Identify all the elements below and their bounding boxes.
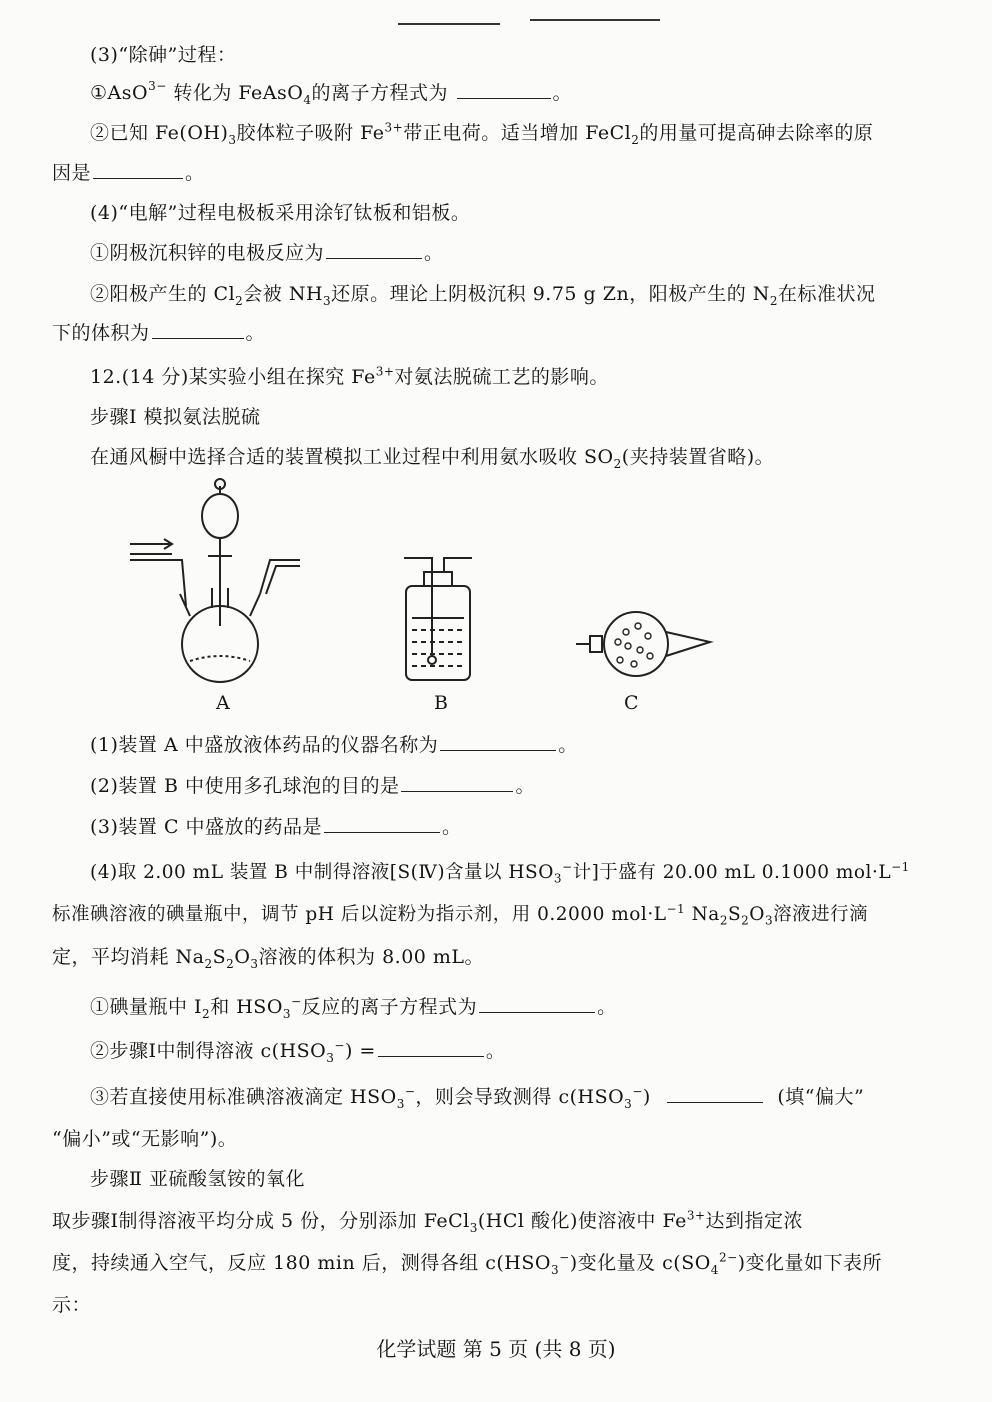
answer-blank[interactable] [326, 240, 422, 259]
answer-blank[interactable] [324, 814, 440, 833]
q12-4-cont2: 定，平均消耗 $Na_2S_2O_3$溶液的体积为 8.00 mL。 [52, 946, 485, 971]
part3-item1: ①AsO$_{3-}$ 转化为 FeAsO$_4$的离子方程式为 。 [90, 78, 573, 107]
q12-header: 12.(14 分)某实验小组在探究 $Fe^{3+}$对氨法脱硫工艺的影响。 [90, 364, 609, 388]
page-footer: 化学试题 第 5 页 (共 8 页) [376, 1337, 616, 1361]
scan-artifact [80, 6, 900, 28]
step1-desc: 在通风橱中选择合适的装置模拟工业过程中利用氨水吸收 $SO_2$(夹持装置省略)。 [90, 446, 775, 471]
q12-2: (2)装置 B 中使用多孔球泡的目的是 。 [90, 775, 535, 797]
apparatus-c [576, 612, 710, 676]
figure-label-c: C [624, 692, 639, 714]
answer-blank[interactable] [401, 773, 513, 792]
apparatus-a [130, 479, 300, 682]
figure-label-b: B [434, 692, 448, 714]
step2-desc1: 取步骤Ⅰ制得溶液平均分成 5 份，分别添加 FeCl$_3$(HCl 酸化)使溶液中 $Fe^{3+}$达到指定浓 [52, 1208, 804, 1235]
q12-4-sub2: ②步骤Ⅰ中制得溶液 $c(HSO_3^-)$ = 。 [90, 1038, 506, 1065]
answer-blank[interactable] [479, 994, 595, 1013]
q12-4-sub1: ①碘量瓶中 $I_2$和 $HSO_3^-$反应的离子方程式为 。 [90, 994, 617, 1021]
q12-4-sub3: ③若直接使用标准碘溶液滴定 $HSO_3^-$，则会导致测得 $c(HSO_3^-)$ (填“偏大” [90, 1084, 865, 1111]
apparatus-b [404, 558, 472, 680]
step1-title: 步骤Ⅰ 模拟氨法脱硫 [90, 406, 261, 428]
step2-title: 步骤Ⅱ 亚硫酸氢铵的氧化 [90, 1168, 305, 1190]
step2-desc3: 示： [52, 1294, 92, 1316]
q12-4-cont1: 标准碘溶液的碘量瓶中，调节 pH 后以淀粉为指示剂，用 0.2000 $mol\cdot L^{-1}$ $Na_2S_2O_3$溶液进行滴 [52, 901, 869, 928]
apparatus-figure [120, 476, 720, 726]
q12-4-sub3-cont: “偏小”或“无影响”)。 [52, 1128, 238, 1150]
part4-item1: ①阴极沉积锌的电极反应为 。 [90, 242, 444, 264]
part4-item2-cont: 下的体积为 。 [52, 322, 266, 344]
answer-blank[interactable] [457, 80, 551, 99]
answer-blank[interactable] [667, 1084, 763, 1103]
step2-desc2: 度，持续通入空气，反应 180 min 后，测得各组 $c(HSO_3^-)$变化量及 $c(SO_4^{2-})$变化量如下表所 [52, 1250, 883, 1277]
answer-blank[interactable] [378, 1038, 484, 1057]
q12-3: (3)装置 C 中盛放的药品是 。 [90, 816, 462, 838]
part3-item2: ②已知 $Fe(OH)_3$胶体粒子吸附 $Fe^{3+}$带正电荷。适当增加 FeCl$_2$的用量可提高砷去除率的原 [90, 120, 874, 147]
answer-blank[interactable] [152, 320, 244, 339]
answer-blank[interactable] [93, 160, 183, 179]
q12-1: (1)装置 A 中盛放液体药品的仪器名称为 。 [90, 734, 578, 756]
part4-title: (4)“电解”过程电极板采用涂钌钛板和铝板。 [90, 202, 471, 224]
figure-label-a: A [216, 692, 230, 714]
part3-item2-cont: 因是 。 [52, 162, 205, 184]
part4-item2: ②阳极产生的 $Cl_2$会被 $NH_3$还原。理论上阴极沉积 9.75 g Zn，阳极产生的 $N_2$在标准状况 [90, 283, 876, 308]
answer-blank[interactable] [440, 732, 556, 751]
part3-title: (3)“除砷”过程： [90, 44, 237, 66]
q12-4: (4)取 2.00 mL 装置 B 中制得溶液[S(Ⅳ)含量以 $HSO_3^-$计]于盛有 20.00 mL 0.1000 $mol\cdot L^{-1}$ [90, 859, 910, 886]
